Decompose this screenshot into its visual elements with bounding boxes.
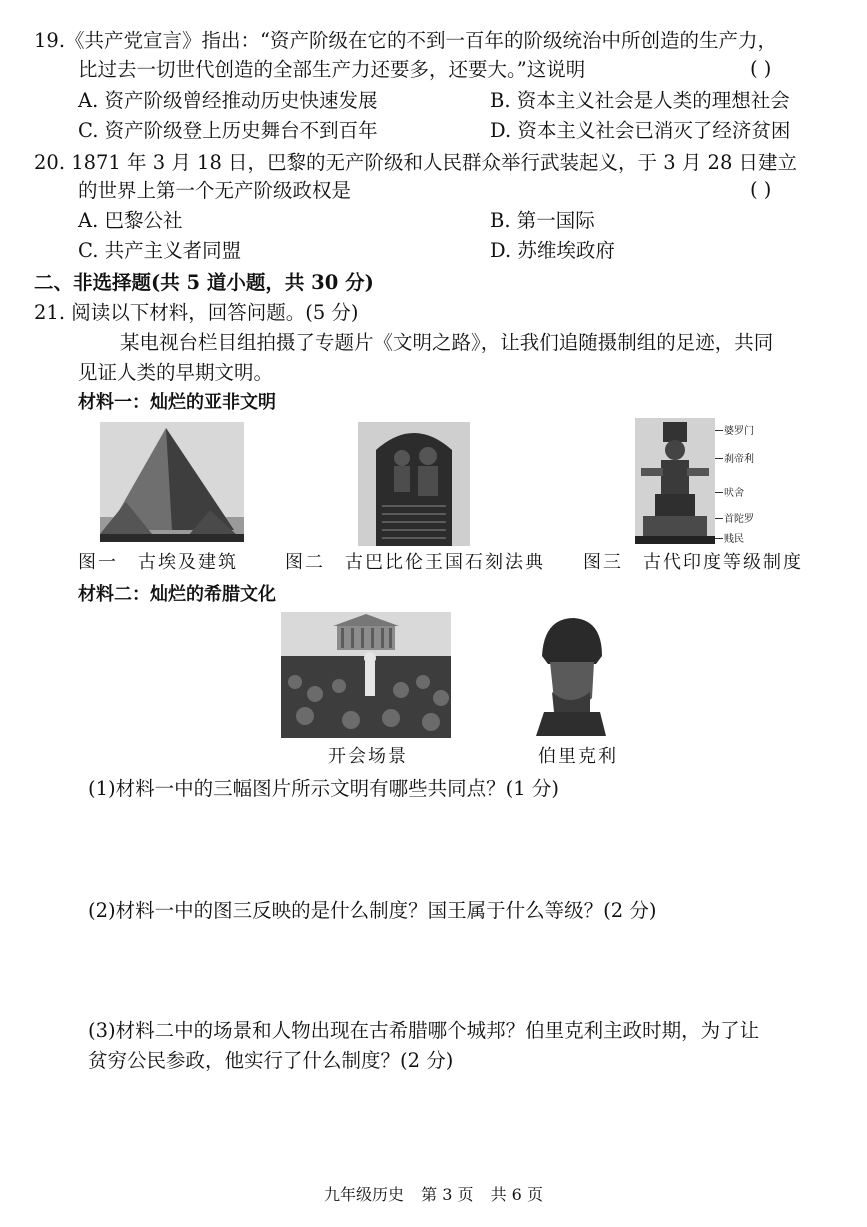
caste-label-dalit: 贱民 <box>724 534 744 545</box>
q19-option-a: A. 资产阶级曾经推动历史快速发展 <box>78 89 378 112</box>
code-stele-image <box>358 422 470 546</box>
q21-sub1: (1)材料一中的三幅图片所示文明有哪些共同点？(1 分) <box>88 777 559 800</box>
caste-label-kshatriya: 刹帝利 <box>724 454 754 465</box>
q21-intro-line2: 见证人类的早期文明。 <box>78 361 274 384</box>
caste-label-panel <box>715 418 775 544</box>
caste-label-shudra: 首陀罗 <box>724 514 754 525</box>
fig3-caption: 图三 古代印度等级制度 <box>583 552 803 573</box>
q21-sub3-line2: 贫穷公民参政，他实行了什么制度？(2 分) <box>88 1049 454 1072</box>
caste-label-vaishya: 吠舍 <box>724 488 744 499</box>
section-2-heading: 二、非选择题(共 5 道小题，共 30 分) <box>34 271 374 294</box>
q19-answer-paren: ( ) <box>750 57 772 80</box>
material-1-heading: 材料一：灿烂的亚非文明 <box>78 392 276 413</box>
pericles-bust-image <box>530 612 608 736</box>
q19-option-d: D. 资本主义社会已消灭了经济贫困 <box>490 119 791 142</box>
q20-option-b: B. 第一国际 <box>490 209 595 232</box>
caste-figure-image <box>635 418 715 544</box>
caste-label-brahmin: 婆罗门 <box>724 426 754 437</box>
q21-sub2: (2)材料一中的图三反映的是什么制度？国王属于什么等级？(2 分) <box>88 899 657 922</box>
q20-option-c: C. 共产主义者同盟 <box>78 239 242 262</box>
fig2-caption: 图二 古巴比伦王国石刻法典 <box>285 552 545 573</box>
q19-option-b: B. 资本主义社会是人类的理想社会 <box>490 89 790 112</box>
q20-option-d: D. 苏维埃政府 <box>490 239 615 262</box>
scene-caption: 开会场景 <box>328 746 408 767</box>
footer-page-number: 第 3 页 <box>421 1185 474 1204</box>
page-footer <box>0 1182 867 1205</box>
q20-stem-line1: 20. 1871 年 3 月 18 日，巴黎的无产阶级和人民群众举行武装起义，于 3 月 28 日建立 <box>34 151 798 174</box>
q21-title: 21. 阅读以下材料，回答问题。(5 分) <box>34 301 359 324</box>
footer-total-pages: 共 6 页 <box>490 1185 543 1204</box>
footer-subject: 九年级历史 <box>324 1185 405 1204</box>
q19-stem-line2: 比过去一切世代创造的全部生产力还要多，还要大。”这说明 <box>78 58 586 81</box>
q21-intro-line1: 某电视台栏目组拍摄了专题片《文明之路》，让我们追随摄制组的足迹，共同 <box>120 331 774 354</box>
assembly-scene-image <box>281 612 451 738</box>
pericles-caption: 伯里克利 <box>538 746 618 767</box>
pyramid-image <box>100 422 244 542</box>
q20-option-a: A. 巴黎公社 <box>78 209 183 232</box>
material-2-heading: 材料二：灿烂的希腊文化 <box>78 584 276 605</box>
q19-stem-line1: 19.《共产党宣言》指出：“资产阶级在它的不到一百年的阶级统治中所创造的生产力， <box>34 29 777 52</box>
q19-option-c: C. 资产阶级登上历史舞台不到百年 <box>78 119 378 142</box>
q20-answer-paren: ( ) <box>750 178 772 201</box>
q21-sub3-line1: (3)材料二中的场景和人物出现在古希腊哪个城邦？伯里克利主政时期，为了让 <box>88 1019 760 1042</box>
q20-stem-line2: 的世界上第一个无产阶级政权是 <box>78 179 352 202</box>
fig1-caption: 图一 古埃及建筑 <box>78 552 238 573</box>
